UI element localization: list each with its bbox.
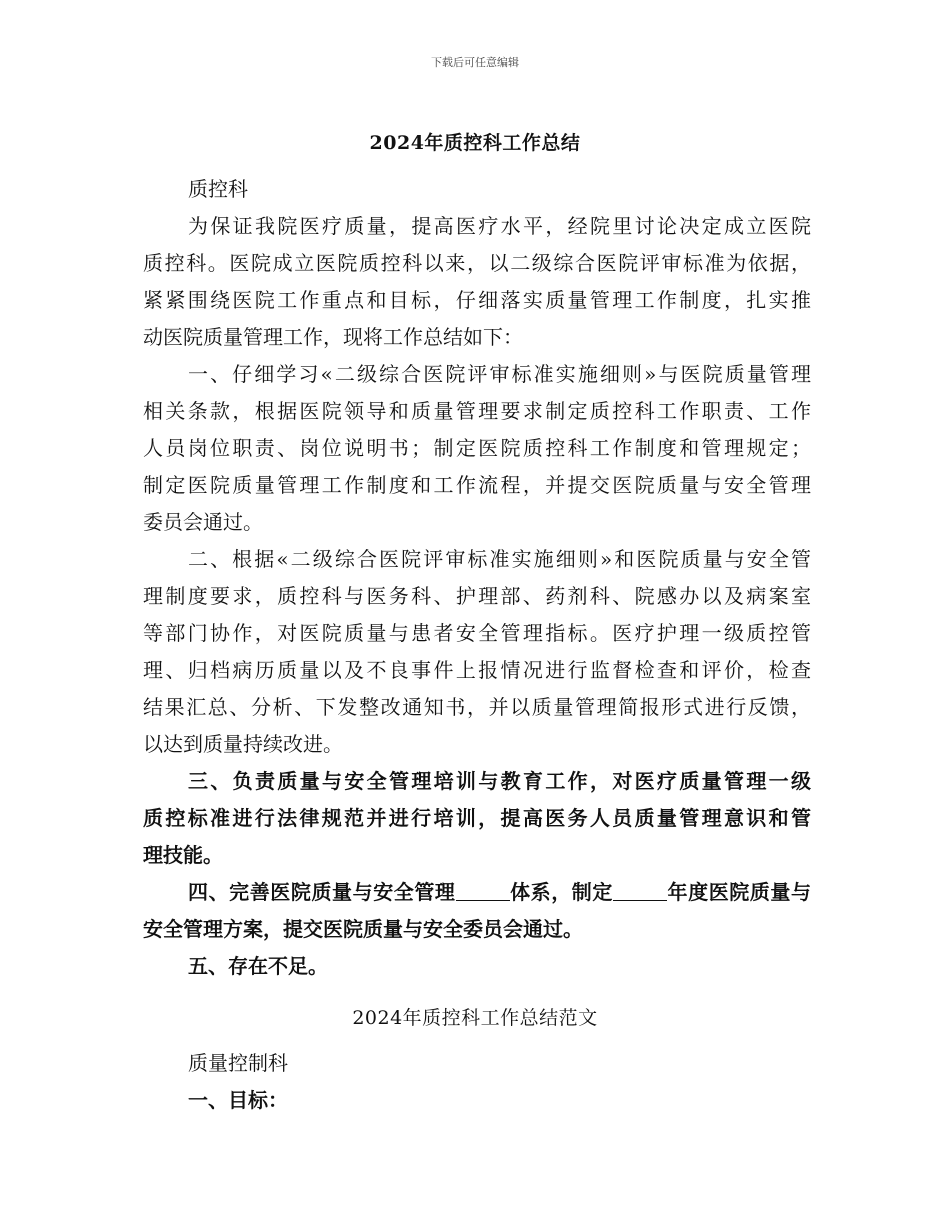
intro-line: 质控科。医院成立医院质控科以来，以二级综合医院评审标准为依据， — [143, 251, 811, 275]
page-header: 下载后可任意编辑 — [431, 56, 519, 69]
section4-text: 四、完善医院质量与安全管理 — [188, 880, 456, 904]
section1-line: 委员会通过。 — [143, 510, 263, 534]
document-title-2: 2024年质控科工作总结范文 — [352, 1007, 598, 1029]
section1-line: 一、仔细学习«二级综合医院评审标准实施细则»与医院质量管理 — [188, 362, 811, 386]
fill-blank — [456, 882, 510, 901]
section1-line: 相关条款，根据医院领导和质量管理要求制定质控科工作职责、工作 — [143, 399, 811, 423]
section2-line: 二、根据«二级综合医院评审标准实施细则»和医院质量与安全管 — [188, 547, 811, 571]
section5-heading: 五、存在不足。 — [188, 954, 328, 978]
document-title: 2024年质控科工作总结 — [369, 132, 581, 154]
section4-text: 体系，制定 — [509, 880, 613, 904]
section1-line: 制定医院质量管理工作制度和工作流程，并提交医院质量与安全管理 — [143, 473, 811, 497]
section2-line: 结果汇总、分析、下发整改通知书，并以质量管理简报形式进行反馈， — [143, 695, 811, 719]
fill-blank — [613, 882, 667, 901]
section2-line: 以达到质量持续改进。 — [143, 732, 343, 756]
section2-line: 理制度要求，质控科与医务科、护理部、药剂科、院感办以及病案室 — [143, 584, 811, 608]
section3-line: 理技能。 — [143, 843, 223, 867]
section4-text: 年度医院质量与 — [666, 880, 812, 904]
section3-line: 三、负责质量与安全管理培训与教育工作，对医疗质量管理一级 — [188, 769, 811, 793]
section2-line: 等部门协作，对医院质量与患者安全管理指标。医疗护理一级质控管 — [143, 621, 811, 645]
section1-line: 人员岗位职责、岗位说明书；制定医院质控科工作制度和管理规定； — [143, 436, 811, 460]
intro-line: 为保证我院医疗质量，提高医疗水平，经院里讨论决定成立医院 — [188, 214, 811, 238]
department-label-2: 质量控制科 — [188, 1051, 288, 1075]
intro-line: 动医院质量管理工作，现将工作总结如下： — [143, 325, 523, 349]
department-label: 质控科 — [188, 177, 248, 201]
section3-line: 质控标准进行法律规范并进行培训，提高医务人员质量管理意识和管 — [143, 806, 811, 830]
section2-line: 理、归档病历质量以及不良事件上报情况进行监督检查和评价，检查 — [143, 658, 811, 682]
section4-line: 安全管理方案，提交医院质量与安全委员会通过。 — [143, 917, 583, 941]
section4-line — [188, 878, 811, 906]
goal-heading: 一、目标： — [188, 1088, 288, 1112]
intro-line: 紧紧围绕医院工作重点和目标，仔细落实质量管理工作制度，扎实推 — [143, 288, 811, 312]
